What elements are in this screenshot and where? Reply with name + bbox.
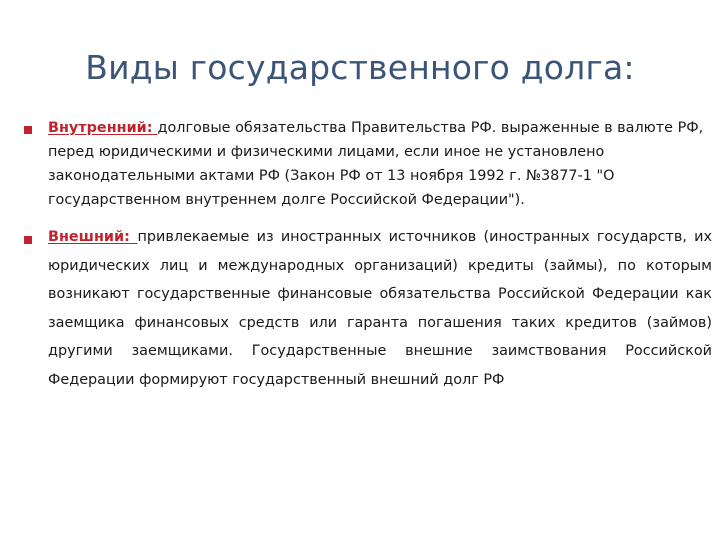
square-bullet-icon xyxy=(24,126,32,134)
definition-internal: долговые обязательства Правительства РФ. выраженные в валюте РФ, перед юридическими и физическими лицами, если иное не установлено законодательными актами РФ (Закон РФ от 13 ноября 1992 г. №3877-1 "О государственном внутреннем долге Российской Федерации"). xyxy=(48,120,704,208)
term-internal: Внутренний: xyxy=(48,120,158,136)
bullet-list xyxy=(24,116,712,394)
term-external: Внешний: xyxy=(48,229,138,245)
bullet-item-internal-debt xyxy=(24,116,712,212)
square-bullet-icon xyxy=(24,236,32,244)
bullet-paragraph xyxy=(48,223,712,394)
definition-external: привлекаемые из иностранных источников (иностранных государств, их юридических лиц и международных организаций) кредиты (займы), по которым возникают государственные финансовые обязательства Российской Федерации как заемщика финансовых средств или гаранта погашения таких кредитов (займов) другими заемщиками. Государственные внешние заимствования Российской Федерации формируют государственный внешний долг РФ xyxy=(48,229,712,388)
slide-title: Виды государственного долга: xyxy=(85,48,635,87)
bullet-item-external-debt xyxy=(24,223,712,394)
bullet-paragraph xyxy=(48,116,712,212)
